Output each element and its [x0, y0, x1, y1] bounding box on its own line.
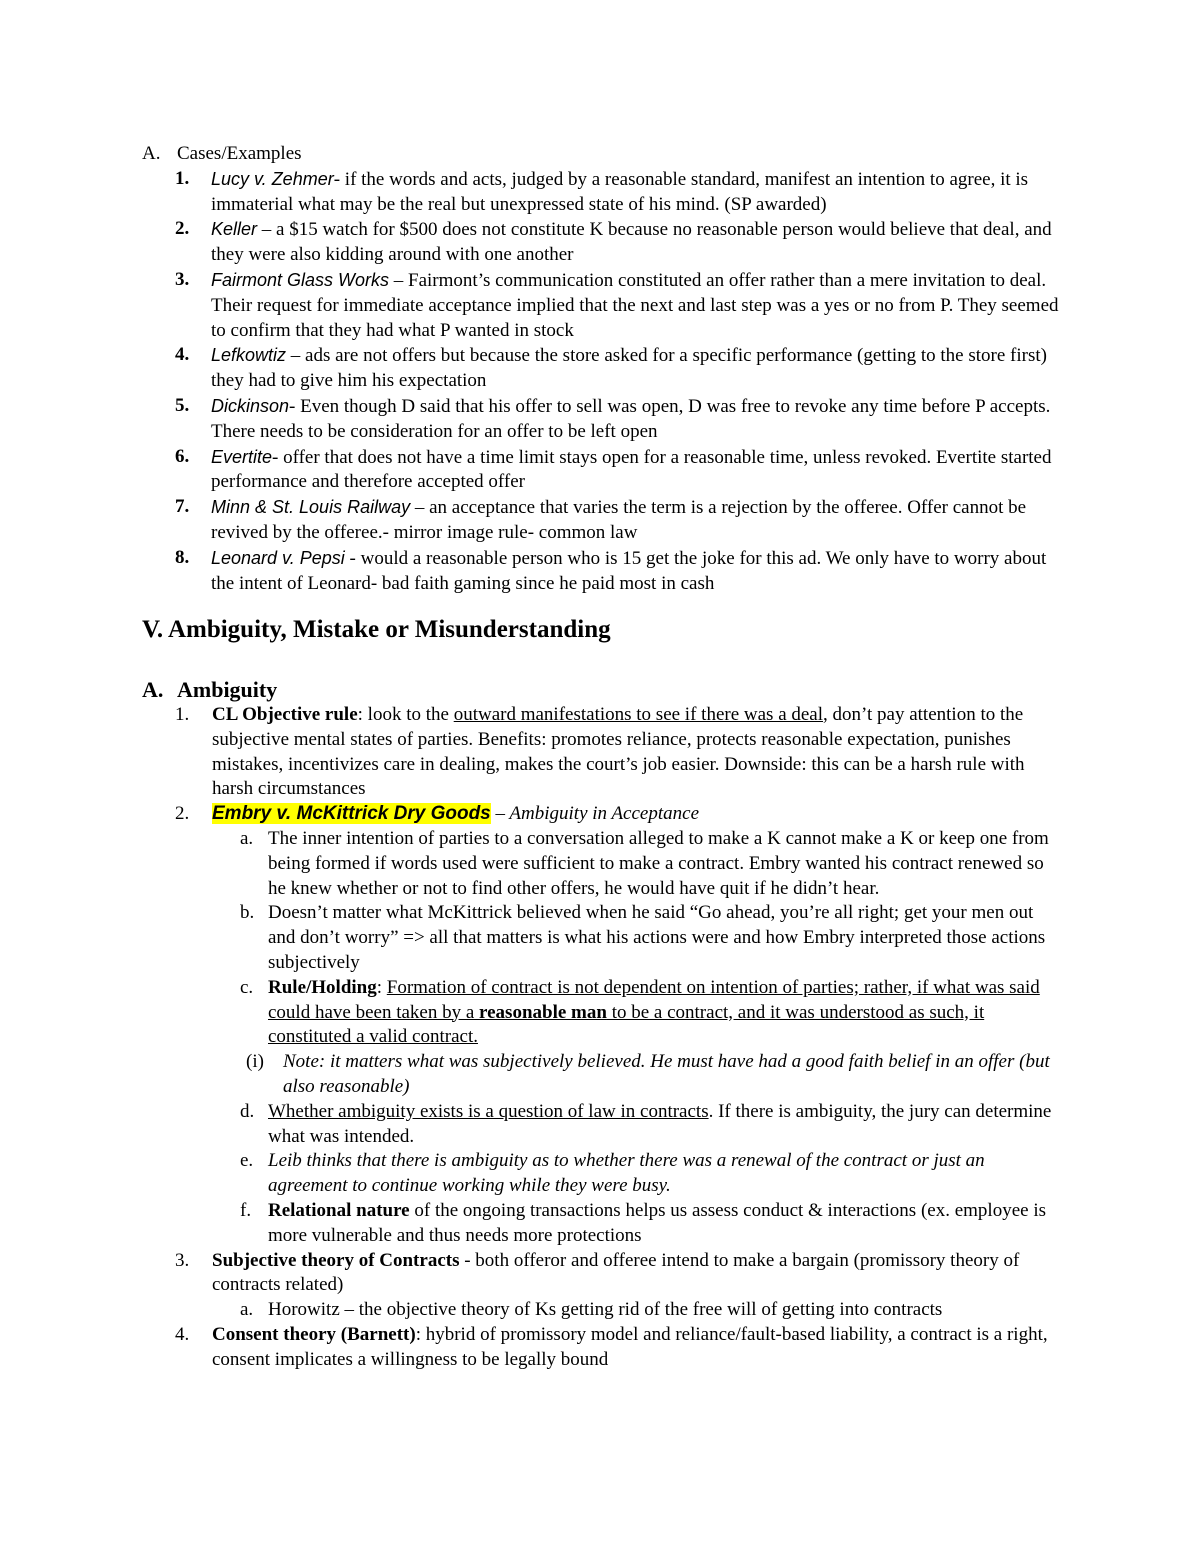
item-number: b.: [240, 902, 255, 924]
bold-term: Subjective theory of Contracts: [212, 1249, 460, 1271]
case-name: Lefkowtiz: [211, 345, 287, 366]
sub-item: [142, 976, 1062, 1050]
highlighted-case-name: Embry v. McKittrick Dry Goods: [212, 803, 491, 825]
underlined-bold-text: reasonable man: [479, 1001, 607, 1023]
subsection-label: A.: [142, 677, 164, 702]
underlined-text: Formation of contract is not dependent on intention of parties; rather, if what was said could have been taken by a: [268, 976, 1040, 1023]
item-number: 3.: [175, 1249, 190, 1271]
case-text: an acceptance that varies the term is a rejection by the offeree. Offer cannot be revived by the offeree.- mirror image rule- common law: [211, 497, 1027, 543]
case-topic: Ambiguity in Acceptance: [509, 803, 700, 825]
separator: –: [410, 497, 430, 519]
case-name: Fairmont Glass Works: [211, 269, 390, 290]
list-item: [142, 445, 1062, 496]
list-item: [142, 394, 1062, 445]
item-number: c.: [240, 976, 254, 998]
case-name: Dickinson: [211, 395, 290, 416]
separator: –: [257, 219, 277, 241]
item-number: (i): [246, 1051, 264, 1073]
case-text: offer that does not have a time limit stays open for a reasonable time, unless revoked. Evertite started performance and therefore accepted offer: [211, 446, 1052, 493]
list-item: [142, 217, 1062, 268]
case-text: would a reasonable person who is 15 get the joke for this ad. We only have to worry about the intent of Leonard- bad faith gaming since he paid most in cash: [211, 547, 1047, 594]
item-number: 3.: [175, 268, 190, 290]
cases-heading: [142, 142, 1062, 167]
bold-term: Relational nature: [268, 1199, 410, 1221]
cases-section: [142, 142, 1062, 596]
item-number: a.: [240, 827, 254, 849]
list-item: [142, 703, 1062, 802]
separator: –: [490, 803, 510, 825]
sub-sub-item: [142, 1050, 1062, 1100]
item-number: 1.: [175, 167, 190, 189]
separator: -: [344, 547, 361, 569]
sub-item: [142, 1100, 1062, 1150]
item-text: Leib thinks that there is ambiguity as to whether there was a renewal of the contract or just an agreement to continue working while they were busy.: [268, 1150, 985, 1197]
sub-item: [142, 1298, 1062, 1323]
list-item: [142, 343, 1062, 394]
subsection-heading: [142, 676, 277, 704]
item-text: The inner intention of parties to a conversation alleged to make a K cannot make a K or keep one from being formed if words used were sufficient to make a contract. Embry wanted his contract renewed so he knew whether or not to find other offers, he would have quit if he didn’t hear.: [268, 827, 1049, 899]
case-text: Even though D said that his offer to sell was open, D was free to revoke any time before P accepts. There needs to be consideration for an offer to be left open: [211, 395, 1051, 442]
item-text: of the ongoing transactions helps us assess conduct & interactions (ex. employee is more vulnerable and thus needs more protections: [268, 1199, 1046, 1246]
list-item: [142, 495, 1062, 546]
sub-item: [142, 827, 1062, 901]
separator: :: [376, 976, 387, 998]
underlined-text: Whether ambiguity exists is a question of law in contracts: [268, 1100, 709, 1122]
subsection-title: Ambiguity: [177, 677, 278, 702]
item-text: Doesn’t matter what McKittrick believed when he said “Go ahead, you’re all right; get your men out and don’t worry” => all that matters is what his actions were and how Embry interpreted those actions subjectively: [268, 902, 1046, 973]
item-number: 2.: [175, 218, 190, 240]
underlined-text: to be a contract, and it was understood as such, it constituted a valid contract.: [268, 1001, 985, 1048]
separator: –: [286, 345, 306, 367]
item-number: f.: [240, 1199, 252, 1221]
item-text: : look to the: [357, 704, 454, 725]
ambiguity-section: [142, 703, 1062, 1373]
case-text: ads are not offers but because the store asked for a specific performance (getting to the store first) they had to give him his expectation: [211, 345, 1047, 392]
case-text: Fairmont’s communication constituted an offer rather than a mere invitation to deal. Their request for immediate acceptance implied that the next and last step was a yes or no from P. They seemed to confirm that they had what P wanted in stock: [211, 269, 1059, 341]
item-text: : hybrid of promissory model and reliance/fault-based liability, a contract is a right, consent implicates a willingness to be legally bound: [212, 1323, 1048, 1370]
sub-item: [142, 901, 1062, 975]
item-text: , don’t pay attention to the subjective mental states of parties. Benefits: promotes reliance, protects reasonable expectation, punishes mistakes, incentivizes care in dealing, makes the court’s job easier. Downside: this can be a harsh rule with harsh circumstances: [212, 704, 1025, 800]
cases-heading-label: A.: [142, 143, 161, 164]
list-item: [142, 546, 1062, 597]
underlined-text: outward manifestations to see if there was a deal: [453, 704, 824, 725]
item-number: 8.: [175, 546, 190, 568]
list-item: [142, 1323, 1062, 1373]
bold-term: CL Objective rule: [212, 704, 358, 725]
bold-term: Rule/Holding: [268, 976, 377, 998]
cases-list: [142, 167, 1062, 597]
item-number: 7.: [175, 496, 190, 518]
item-number: e.: [240, 1150, 254, 1172]
list-item: [142, 268, 1062, 343]
case-name: Minn & St. Louis Railway: [211, 497, 411, 518]
case-name: Leonard v. Pepsi: [211, 547, 345, 568]
cases-heading-title: Cases/Examples: [177, 143, 302, 164]
list-item: [142, 802, 1062, 827]
separator: –: [389, 269, 409, 291]
item-number: a.: [240, 1299, 254, 1321]
sub-item: [142, 1199, 1062, 1249]
case-name: Evertite: [211, 446, 273, 467]
list-item: [142, 167, 1062, 218]
sub-item: [142, 1149, 1062, 1199]
item-number: 2.: [175, 803, 190, 825]
case-text: if the words and acts, judged by a reasonable standard, manifest an intention to agree, it is immaterial what may be the real but unexpressed state of his mind. (SP awarded): [211, 168, 1029, 215]
item-number: d.: [240, 1100, 255, 1122]
item-number: 4.: [175, 1323, 190, 1345]
item-number: 6.: [175, 445, 190, 467]
list-item: [142, 1249, 1062, 1299]
separator: -: [272, 446, 284, 468]
item-number: 1.: [175, 704, 190, 725]
case-name: Keller: [211, 219, 258, 240]
case-text: a $15 watch for $500 does not constitute K because no reasonable person would believe that deal, and they were also kidding around with one another: [211, 219, 1052, 266]
case-name: Lucy v. Zehmer: [211, 168, 334, 189]
item-number: 5.: [175, 394, 190, 416]
item-text: . If there is ambiguity, the jury can determine what was intended.: [268, 1100, 1052, 1147]
item-number: 4.: [175, 344, 190, 366]
item-text: Horowitz – the objective theory of Ks getting rid of the free will of getting into contracts: [268, 1299, 943, 1321]
separator: -: [333, 168, 345, 190]
item-text: Note: it matters what was subjectively believed. He must have had a good faith belief in an offer (but also reasonable): [283, 1051, 1050, 1097]
bold-term: Consent theory (Barnett): [212, 1323, 416, 1345]
item-text: - both offeror and offeree intend to make a bargain (promissory theory of contracts related): [212, 1249, 1020, 1296]
separator: -: [289, 395, 301, 417]
section-heading: V. Ambiguity, Mistake or Misunderstanding: [142, 616, 611, 643]
